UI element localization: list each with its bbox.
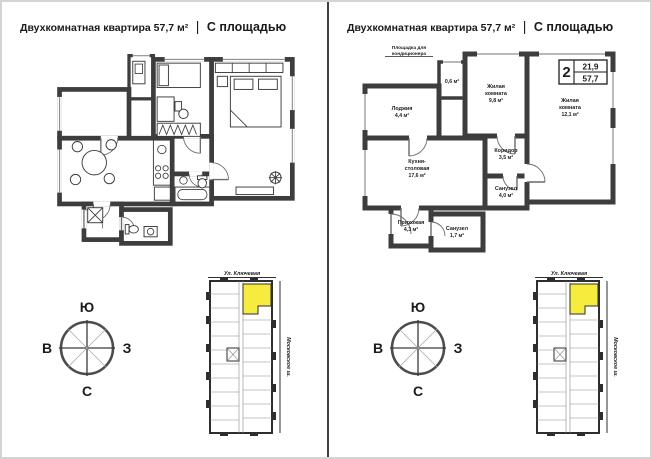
kitchen-name2: столовая bbox=[404, 166, 430, 172]
hallway-furniture bbox=[88, 208, 103, 223]
compass-south-label: Ю bbox=[79, 299, 95, 315]
street-right-label: Московское ш. bbox=[285, 337, 291, 377]
ac-unit bbox=[133, 61, 145, 84]
bathroom1-area: 4,0 м² bbox=[498, 193, 514, 199]
compass-west-label: З bbox=[453, 340, 463, 356]
kitchen-name1: Кухня- bbox=[408, 159, 426, 165]
right-title-main: Двухкомнатная квартира 57,7 м² bbox=[347, 22, 516, 34]
kitchen-counter bbox=[153, 140, 170, 200]
tv-stand bbox=[236, 187, 274, 195]
toilet2 bbox=[129, 226, 138, 234]
ac-note-line2: кондиционера bbox=[391, 52, 427, 57]
bathroom1-room bbox=[485, 176, 527, 208]
left-title-suffix: С площадью bbox=[206, 20, 287, 34]
nightstand bbox=[217, 76, 227, 86]
right-panel bbox=[329, 2, 652, 457]
street-top-label: Ул. Ключевая bbox=[550, 271, 588, 277]
corridor-room bbox=[172, 136, 211, 174]
wardrobe-hatched bbox=[157, 123, 200, 136]
bathroom2-name: Санузел bbox=[445, 226, 469, 232]
loggia-area: 4,4 м² bbox=[394, 113, 410, 119]
compass-rose bbox=[363, 290, 473, 406]
bathroom2-area: 1,7 м² bbox=[449, 233, 465, 239]
living1-area: 9,8 м² bbox=[488, 98, 504, 104]
hallway-area: 4,3 м² bbox=[403, 227, 419, 233]
building-minimap bbox=[194, 268, 298, 444]
toilet2-tank bbox=[125, 225, 129, 234]
desk bbox=[157, 97, 174, 121]
ac-note-line1: Площадка для bbox=[391, 46, 427, 51]
living1-name2: комната bbox=[485, 91, 507, 97]
left-title-separator: | bbox=[195, 18, 200, 34]
fridge bbox=[154, 187, 170, 200]
left-title-main: Двухкомнатная квартира 57,7 м² bbox=[20, 22, 189, 34]
dimensioned-floor-plan bbox=[357, 44, 619, 256]
kitchen-area: 17,6 м² bbox=[408, 173, 426, 179]
loggia-name: Лоджия bbox=[391, 106, 413, 112]
street-right-label: Московское ш. bbox=[612, 337, 618, 377]
right-title-separator: | bbox=[522, 18, 527, 34]
compass-east-label: В bbox=[41, 340, 53, 356]
right-title-suffix: С площадью bbox=[533, 20, 614, 34]
bathroom1-name: Санузел bbox=[494, 186, 518, 192]
building-minimap bbox=[521, 268, 625, 444]
compass-south-label: Ю bbox=[410, 299, 426, 315]
compass-east-label: В bbox=[372, 340, 384, 356]
living2-area: 12,1 м² bbox=[561, 112, 579, 118]
corridor-area: 3,5 м² bbox=[498, 155, 514, 161]
corridor-name: Коридор bbox=[494, 148, 518, 154]
living2-name1: Жилая bbox=[561, 98, 579, 104]
right-apartment-title bbox=[347, 18, 613, 36]
bathroom2-room bbox=[431, 214, 483, 250]
desk-chair bbox=[179, 109, 188, 118]
loggia-room bbox=[60, 89, 129, 138]
street-top-label: Ул. Ключевая bbox=[223, 271, 261, 277]
compass-north-label: С bbox=[81, 383, 93, 399]
area-badge bbox=[559, 60, 607, 84]
living2-name2: комната bbox=[559, 105, 581, 111]
left-apartment-title bbox=[20, 18, 286, 36]
furnished-floor-plan bbox=[52, 50, 298, 249]
hallway-name: Прихожая bbox=[397, 220, 425, 226]
badge-living-area: 21,9 bbox=[582, 62, 599, 72]
compass-rose bbox=[32, 290, 142, 406]
loggia-room bbox=[365, 86, 439, 138]
living1-name1: Жилая bbox=[487, 84, 505, 90]
compass-west-label: З bbox=[122, 340, 132, 356]
ac-area-label: 0,6 м² bbox=[444, 79, 460, 85]
badge-total-area: 57,7 bbox=[582, 74, 599, 84]
left-panel bbox=[2, 2, 327, 457]
compass-north-label: С bbox=[412, 383, 424, 399]
badge-room-count: 2 bbox=[562, 64, 571, 81]
toilet bbox=[198, 179, 206, 188]
